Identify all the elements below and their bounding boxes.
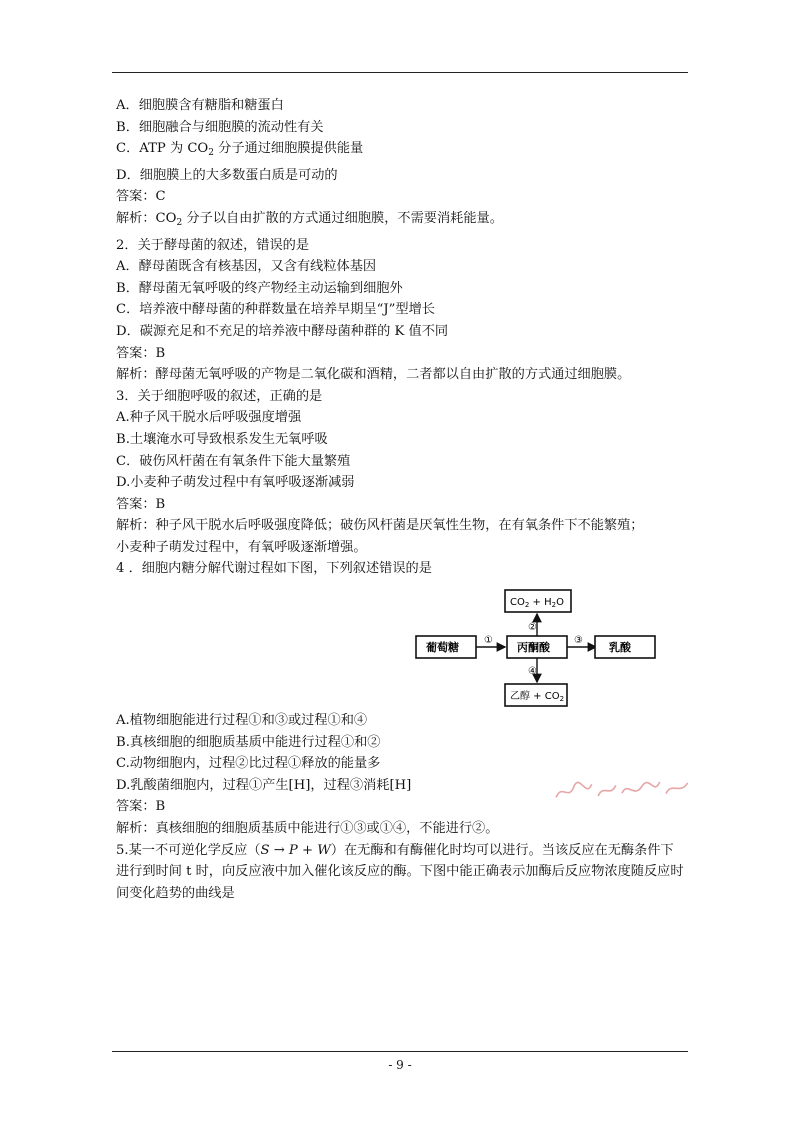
q5-stem: 5.某一不可逆化学反应（S → P + W）在无酶和有酶催化时均可以进行。当该反应在无酶条件下进行到时间 t 时，向反应液中加入催化该反应的酶。下图中能正确表示加酶后反应物浓度随反应时间变化趋势的曲线是 — [116, 842, 684, 901]
q4-diagram-area — [116, 580, 684, 710]
q4-option-d: D.乳酸菌细胞内，过程①产生[H]，过程③消耗[H] — [116, 777, 412, 793]
q2-answer: 答案：B — [116, 345, 166, 361]
ethanol-label: 乙醇 + $CO_2$ — [510, 691, 565, 704]
q1-option-a: A．细胞膜含有糖脂和糖蛋白 — [116, 98, 284, 113]
q3-answer: 答案：B — [116, 496, 166, 512]
q4-stem: 4 ．细胞内糖分解代谢过程如下图，下列叙述错误的是 — [116, 561, 432, 577]
q1-option-b: B．细胞融合与细胞膜的流动性有关 — [116, 119, 324, 135]
pyruvate-label: 丙酮酸 — [517, 641, 550, 655]
q3-analysis-line-2: 小麦种子萌发过程中，有氧呼吸逐渐增强。 — [116, 539, 367, 555]
q3-option-b: B.土壤淹水可导致根系发生无氧呼吸 — [116, 431, 328, 447]
watermark-stamp — [552, 774, 703, 810]
q4-analysis: 解析：真核细胞的细胞质基质中能进行①③或①④，不能进行②。 — [116, 821, 499, 837]
q3-option-d: D.小麦种子萌发过程中有氧呼吸逐渐减弱 — [116, 475, 355, 491]
q4-option-b: B.真核细胞的细胞质基质中能进行过程①和② — [116, 734, 381, 750]
q4-option-a: A.植物细胞能进行过程①和③或过程①和④ — [116, 713, 368, 729]
step-1-label: ① — [484, 635, 493, 647]
q1-analysis: 解析：$CO_2$ 分子以自由扩散的方式通过细胞膜，不需要消耗能量。 — [116, 210, 503, 228]
q1-option-d: D．细胞膜上的大多数蛋白质是可动的 — [116, 167, 338, 183]
q4-option-c: C.动物细胞内，过程②比过程①释放的能量多 — [116, 756, 381, 772]
q3-analysis-line-1: 解析：种子风干脱水后呼吸强度降低；破伤风杆菌是厌氧性生物，在有氧条件下不能繁殖； — [116, 518, 644, 534]
aerobic-products-label: $CO_2 + H_2O$ — [510, 597, 564, 610]
q3-option-a: A.种子风干脱水后呼吸强度增强 — [116, 410, 302, 426]
q2-option-a: A．酵母菌既含有核基因，又含有线粒体基因 — [116, 259, 377, 275]
q2-stem: 2．关于酵母菌的叙述，错误的是 — [116, 237, 310, 253]
glucose-label: 葡萄糖 — [426, 641, 459, 655]
handwritten-watermark-icon — [552, 774, 703, 805]
q1-answer: 答案：C — [116, 189, 166, 205]
q4-answer: 答案：B — [116, 799, 166, 815]
lactic-acid-node — [594, 630, 660, 660]
step-4-label: ④ — [528, 666, 537, 678]
step-2-label: ② — [528, 622, 537, 634]
page-number: - 9 - — [388, 1058, 412, 1072]
q3-stem: 3．关于细胞呼吸的叙述，正确的是 — [116, 388, 323, 404]
footer-rule — [112, 1051, 688, 1052]
lactic-acid-label: 乳酸 — [609, 641, 631, 655]
q5-reaction: S → P + W — [260, 842, 331, 858]
q1-option-c: C．ATP 为 $CO_2$ 分子通过细胞膜提供能量 — [116, 141, 364, 159]
glycolysis-diagram — [404, 580, 604, 710]
q2-option-d: D．碳源充足和不充足的培养液中酵母菌种群的 K 值不同 — [116, 323, 449, 339]
q2-option-c: C．培养液中酵母菌的种群数量在培养早期呈“J”型增长 — [116, 302, 435, 318]
q3-option-c: C．破伤风杆菌在有氧条件下能大量繁殖 — [116, 453, 351, 469]
step-3-label: ③ — [574, 635, 583, 647]
q2-option-b: B．酵母菌无氧呼吸的终产物经主动运输到细胞外 — [116, 280, 403, 296]
header-rule — [112, 72, 688, 73]
q2-analysis: 解析：酵母菌无氧呼吸的产物是二氧化碳和酒精，二者都以自由扩散的方式通过细胞膜。 — [116, 367, 631, 383]
